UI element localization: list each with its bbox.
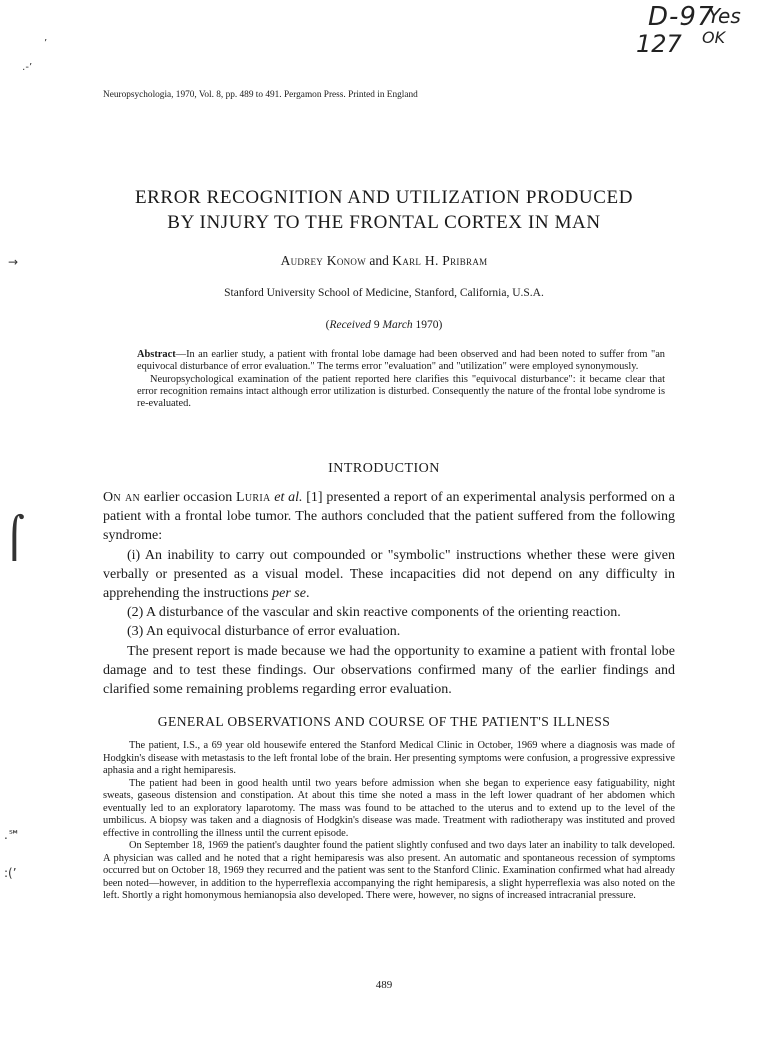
abstract-label: Abstract <box>137 349 176 360</box>
received-month: March <box>382 319 413 331</box>
intro-etal: et al. <box>270 490 303 505</box>
affiliation: Stanford University School of Medicine, Stanford, California, U.S.A. <box>224 287 544 299</box>
scan-mark: → <box>8 255 19 269</box>
handwritten-number: 127 <box>636 30 682 58</box>
intro-item-1-text: (i) An inability to carry out compounded or "symbolic" instructions whether these were given verbally or presented as a visual model. These incapacities did not depend on any difficulty in apprehending the instructions <box>103 547 675 602</box>
intro-citation-author: Luria <box>236 490 271 505</box>
abstract-paragraph-1 <box>137 349 665 374</box>
general-observations-body <box>103 740 675 903</box>
introduction-body <box>103 488 675 699</box>
title-line-2: BY INJURY TO THE FRONTAL CORTEX IN MAN <box>167 212 601 233</box>
abstract-paragraph-2: Neuropsychological examination of the patient reported here clarifies this "equivocal disturbance": it became clear that error recognition remains intact although error utilization is disturbed. Consequently the nature of the frontal lobe syndrome is re-evaluated. <box>137 373 665 410</box>
authors <box>0 253 768 269</box>
scan-mark: ․‐’ <box>22 62 33 73</box>
abstract <box>137 349 665 410</box>
intro-item-1-end: . <box>305 586 310 602</box>
intro-paragraph-2 <box>103 546 675 604</box>
intro-item-1-emphasis: per se <box>272 586 306 602</box>
general-paragraph-3: On September 18, 1969 the patient's daughter found the patient slightly confused and two days later an inability to talk developed. A physician was called and he noted that a right hemiparesis was also present. An automatic and spontaneous recession of symptoms occurred but on October 18, 1969 they recurred and the patient was sent to the Stanford Clinic. Examination confirmed what had already been noted—however, in addition to the hyperreflexia accompanying the right hemiparesis, a slight hyperreflexia was also noted on the left. Shortly a right homonymous hemianopsia also developed. There were, however, no signs of increased intracranial pressure. <box>103 840 675 901</box>
author-1: Audrey Konow <box>280 253 367 268</box>
handwritten-code: D-97 <box>648 2 715 32</box>
intro-paragraph-5: The present report is made because we had the opportunity to examine a patient with frontal lobe damage and to test these findings. Our observations confirmed many of the earlier findings and clarified some remaining problems regarding error evaluation. <box>103 643 675 698</box>
received-prefix: ( <box>325 319 330 331</box>
paper-title <box>0 185 768 235</box>
scan-mark: .℠ <box>4 828 21 842</box>
intro-text-a: earlier occasion <box>140 490 237 505</box>
handwritten-note: Yes <box>708 4 741 28</box>
intro-paragraph-3: (2) A disturbance of the vascular and skin reactive components of the orienting reaction. <box>127 605 621 621</box>
intro-paragraph-1 <box>103 488 675 546</box>
received-day: 9 <box>370 319 383 331</box>
intro-paragraph-4: (3) An equivocal disturbance of error evaluation. <box>127 624 401 640</box>
author-2: Karl H. Pribram <box>392 253 488 268</box>
received-date <box>0 319 768 331</box>
section-heading-general-observations: GENERAL OBSERVATIONS AND COURSE OF THE PATIENT'S ILLNESS <box>157 714 611 729</box>
journal-header: Neuropsychologia, 1970, Vol. 8, pp. 489 to 491. Pergamon Press. Printed in England <box>103 90 418 100</box>
authors-conjunction: and <box>366 253 393 268</box>
scan-mark: ’ <box>44 38 48 49</box>
intro-lead: On an <box>103 490 141 505</box>
title-line-1: ERROR RECOGNITION AND UTILIZATION PRODUCED <box>134 187 634 208</box>
intro-text-b: [1] presented a report of an experimental analysis performed on a patient with a frontal lobe tumor. The authors concluded that the patient suffered from the following syndrome: <box>103 490 675 544</box>
received-year: 1970) <box>412 319 443 331</box>
margin-bracket-mark: ⌠ <box>4 515 25 561</box>
general-paragraph-1: The patient, I.S., a 69 year old housewife entered the Stanford Medical Clinic in October, 1969 where a diagnosis was made of Hodgkin's disease with metastasis to the left frontal lobe of the brain. Her presenting symptoms were confusion, a progressive expressive aphasia and a right hemiparesis. <box>103 740 675 776</box>
scan-mark: :(’ <box>4 866 17 880</box>
section-heading-introduction: INTRODUCTION <box>328 461 440 476</box>
abstract-text-1: —In an earlier study, a patient with frontal lobe damage had been observed and had been noted to suffer from "an equivocal disturbance of error evaluation." The terms error "evaluation" and "utilization" were employed synonymously. <box>137 349 665 373</box>
general-paragraph-2: The patient had been in good health until two years before admission when she began to experience easy fatiguability, night sweats, gaseous distension and constipation. At about this time she noted a mass in the left lower quadrant of her abdomen which eventually led to an exploratory laparotomy. The mass was found to be attached to the uterus and to extend up to the level of the umbilicus. A biopsy was taken and a diagnosis of Hodgkin's disease was made. Treatment with radiotherapy was instituted and proved effective in controlling the illness until the current episode. <box>103 777 675 839</box>
handwritten-ok: OK <box>702 28 726 47</box>
page-number: 489 <box>375 979 393 991</box>
received-label: Received <box>329 319 371 331</box>
